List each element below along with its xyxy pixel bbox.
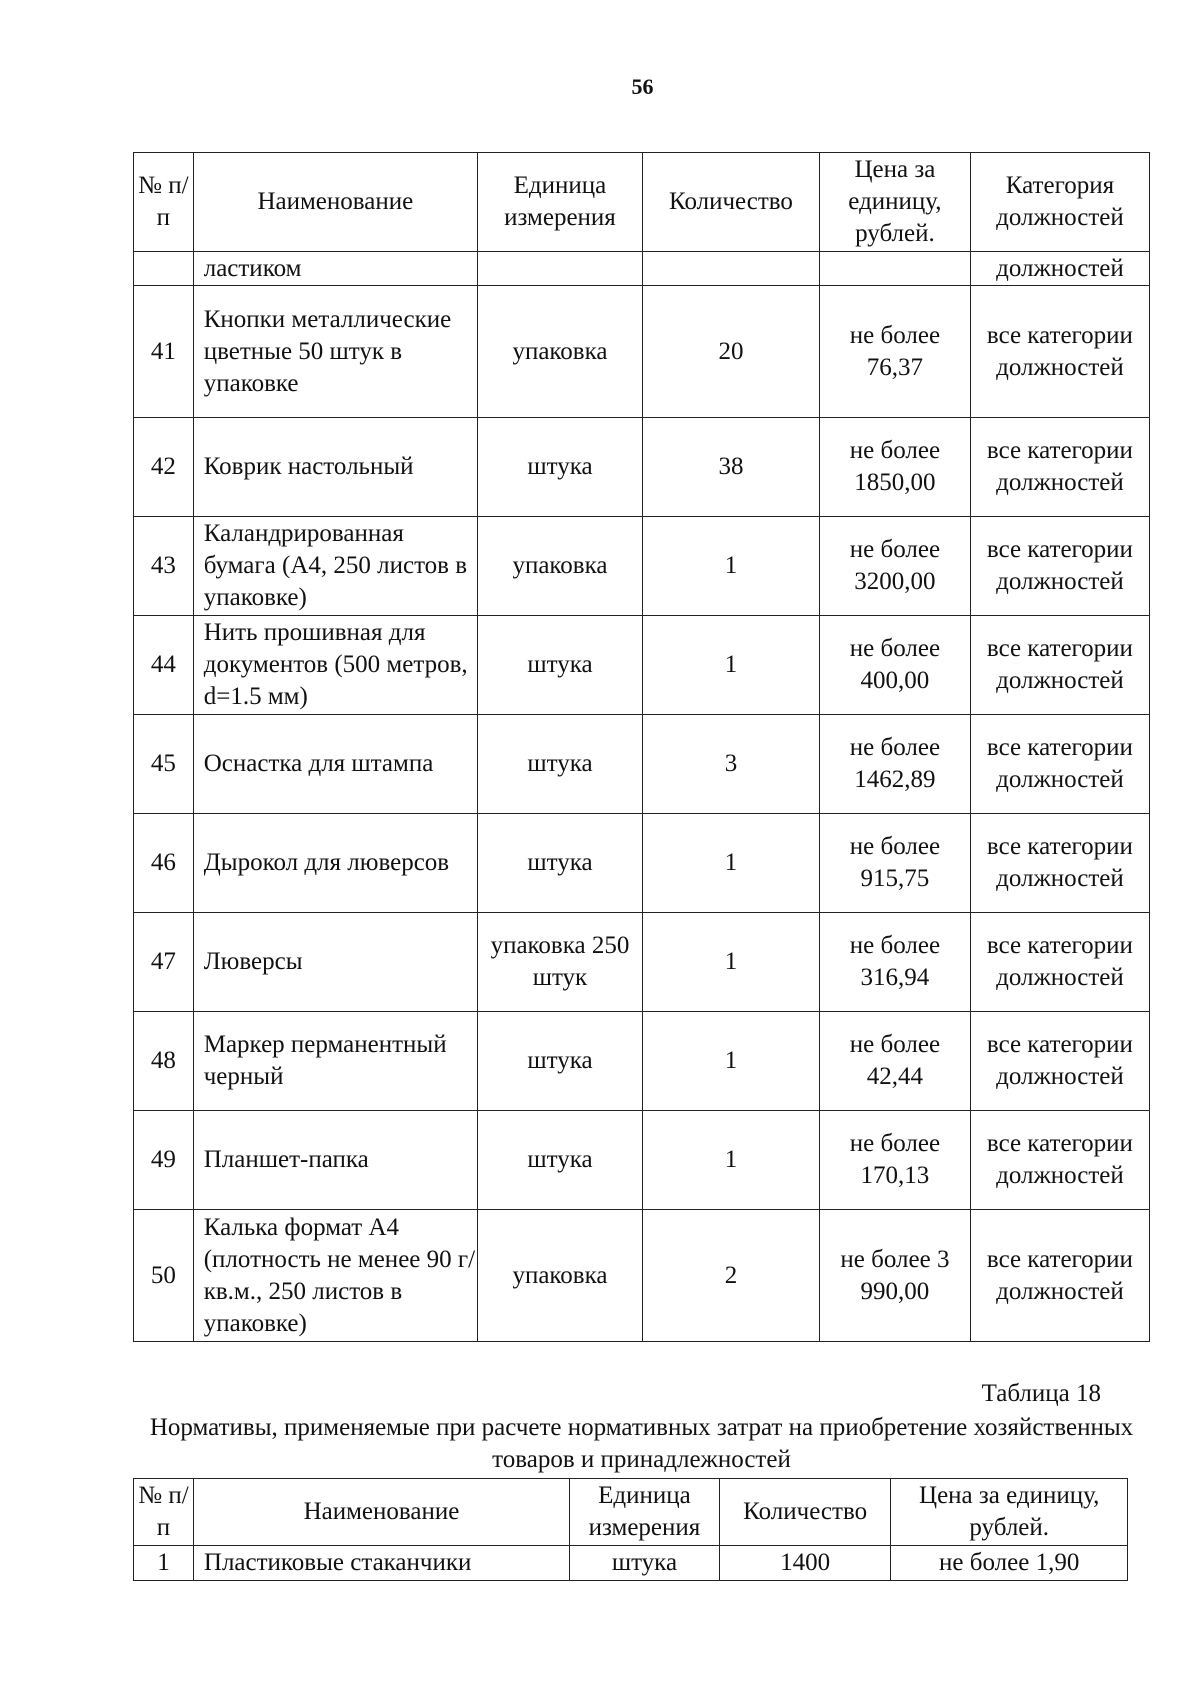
row-price: не более 3200,00 xyxy=(820,517,971,616)
row-unit: штука xyxy=(477,814,642,913)
row-num: 46 xyxy=(134,814,194,913)
row-num: 44 xyxy=(134,616,194,715)
row-num: 48 xyxy=(134,1012,194,1111)
row-price: не более 400,00 xyxy=(820,616,971,715)
table-header-row xyxy=(134,153,1150,252)
header-name: Наименование xyxy=(193,1479,569,1546)
table-row xyxy=(134,715,1150,814)
row-num: 45 xyxy=(134,715,194,814)
row-num: 49 xyxy=(134,1111,194,1210)
row-num: 47 xyxy=(134,913,194,1012)
row-price: не более 1,90 xyxy=(891,1546,1128,1581)
row-qty: 1400 xyxy=(719,1546,891,1581)
row-category: все категории должностей xyxy=(970,715,1149,814)
continuation-row xyxy=(134,252,1150,286)
household-goods-table xyxy=(133,1478,1128,1581)
continuation-name: ластиком xyxy=(193,252,477,286)
row-category: все категории должностей xyxy=(970,1210,1149,1342)
table-row xyxy=(134,616,1150,715)
row-num: 42 xyxy=(134,418,194,517)
row-unit: упаковка xyxy=(477,517,642,616)
row-name: Коврик настольный xyxy=(193,418,477,517)
row-category: все категории должностей xyxy=(970,913,1149,1012)
row-num: 50 xyxy=(134,1210,194,1342)
row-name: Каландрированная бумага (А4, 250 листов в упаковке) xyxy=(193,517,477,616)
row-unit: упаковка xyxy=(477,1210,642,1342)
continuation-category: должностей xyxy=(970,252,1149,286)
table-row xyxy=(134,913,1150,1012)
row-name: Люверсы xyxy=(193,913,477,1012)
row-price: не более 42,44 xyxy=(820,1012,971,1111)
row-qty: 20 xyxy=(642,286,819,418)
table-label: Таблица 18 xyxy=(981,1380,1101,1407)
table-row xyxy=(134,517,1150,616)
row-name: Калька формат А4 (плотность не менее 90 г/кв.м., 250 листов в упаковке) xyxy=(193,1210,477,1342)
row-category: все категории должностей xyxy=(970,517,1149,616)
row-category: все категории должностей xyxy=(970,1012,1149,1111)
row-unit: упаковка 250 штук xyxy=(477,913,642,1012)
row-category: все категории должностей xyxy=(970,286,1149,418)
row-category: все категории должностей xyxy=(970,418,1149,517)
row-unit: штука xyxy=(570,1546,720,1581)
table-row xyxy=(134,286,1150,418)
row-qty: 38 xyxy=(642,418,819,517)
row-price: не более 3 990,00 xyxy=(820,1210,971,1342)
row-qty: 1 xyxy=(642,814,819,913)
header-num: № п/п xyxy=(134,1479,194,1546)
row-num: 43 xyxy=(134,517,194,616)
table-row xyxy=(134,1210,1150,1342)
row-name: Маркер перманентный черный xyxy=(193,1012,477,1111)
table-row xyxy=(134,418,1150,517)
row-unit: упаковка xyxy=(477,286,642,418)
row-price: не более 1850,00 xyxy=(820,418,971,517)
header-num: № п/п xyxy=(134,153,194,252)
row-num: 41 xyxy=(134,286,194,418)
row-price: не более 170,13 xyxy=(820,1111,971,1210)
row-unit: штука xyxy=(477,1111,642,1210)
row-unit: штука xyxy=(477,715,642,814)
row-price: не более 1462,89 xyxy=(820,715,971,814)
row-name: Оснастка для штампа xyxy=(193,715,477,814)
supplies-table xyxy=(133,152,1150,1342)
page-number: 56 xyxy=(631,74,654,99)
row-price: не более 76,37 xyxy=(820,286,971,418)
row-qty: 1 xyxy=(642,616,819,715)
row-qty: 1 xyxy=(642,517,819,616)
row-qty: 1 xyxy=(642,1111,819,1210)
row-category: все категории должностей xyxy=(970,616,1149,715)
header-qty: Количество xyxy=(642,153,819,252)
row-unit: штука xyxy=(477,616,642,715)
row-name: Нить прошивная для документов (500 метров, d=1.5 мм) xyxy=(193,616,477,715)
header-unit: Единица измерения xyxy=(570,1479,720,1546)
row-name: Планшет-папка xyxy=(193,1111,477,1210)
row-qty: 2 xyxy=(642,1210,819,1342)
row-name: Пластиковые стаканчики xyxy=(193,1546,569,1581)
header-category: Категория должностей xyxy=(970,153,1149,252)
table-row xyxy=(134,1546,1128,1581)
row-qty: 1 xyxy=(642,913,819,1012)
header-unit: Единица измерения xyxy=(477,153,642,252)
row-num: 1 xyxy=(134,1546,194,1581)
row-qty: 3 xyxy=(642,715,819,814)
row-unit: штука xyxy=(477,1012,642,1111)
table-row xyxy=(134,1012,1150,1111)
header-price: Цена за единицу, рублей. xyxy=(820,153,971,252)
row-category: все категории должностей xyxy=(970,814,1149,913)
row-name: Дырокол для люверсов xyxy=(193,814,477,913)
table-row xyxy=(134,1111,1150,1210)
row-name: Кнопки металлические цветные 50 штук в упаковке xyxy=(193,286,477,418)
table-header-row xyxy=(134,1479,1128,1546)
header-price: Цена за единицу, рублей. xyxy=(891,1479,1128,1546)
row-price: не более 915,75 xyxy=(820,814,971,913)
table-row xyxy=(134,814,1150,913)
table-title: Нормативы, применяемые при расчете нормативных затрат на приобретение хозяйственных товаров и принадлежностей xyxy=(149,1414,1134,1473)
row-qty: 1 xyxy=(642,1012,819,1111)
header-name: Наименование xyxy=(193,153,477,252)
header-qty: Количество xyxy=(719,1479,891,1546)
row-price: не более 316,94 xyxy=(820,913,971,1012)
row-category: все категории должностей xyxy=(970,1111,1149,1210)
row-unit: штука xyxy=(477,418,642,517)
